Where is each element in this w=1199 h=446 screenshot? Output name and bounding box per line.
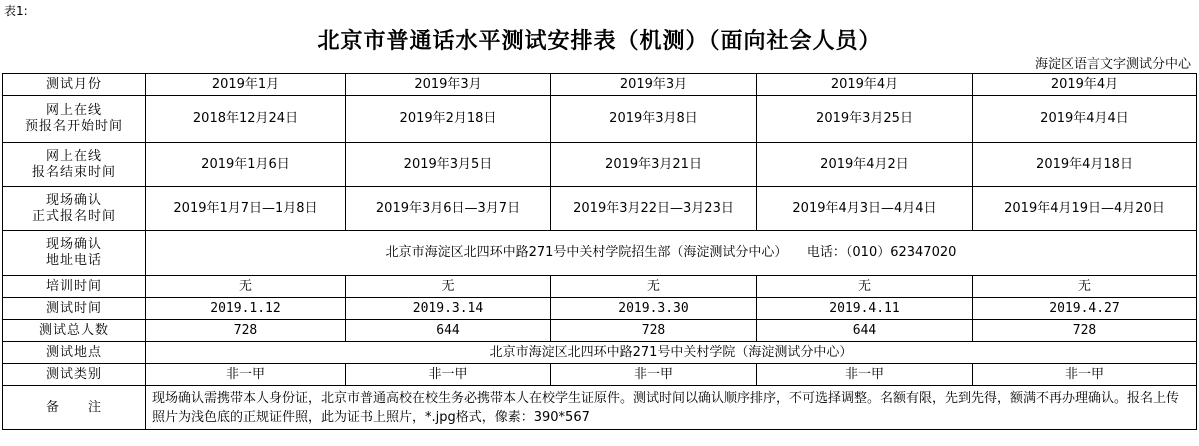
cell-online-start-2: 2019年2月18日 <box>346 96 551 143</box>
cell-test-date-1: 2019.1.12 <box>146 298 346 320</box>
cell-category-2: 非一甲 <box>346 364 551 386</box>
row-label-onsite-confirm <box>3 187 146 231</box>
table-row-month <box>3 74 1197 96</box>
cell-category-3: 非一甲 <box>551 364 757 386</box>
organization-name: 海淀区语言文字测试分中心 <box>1034 57 1191 72</box>
cell-month-5: 2019年4月 <box>973 74 1197 96</box>
cell-month-1: 2019年1月 <box>146 74 346 96</box>
cell-test-date-5: 2019.4.27 <box>973 298 1197 320</box>
cell-category-4: 非一甲 <box>757 364 973 386</box>
row-label-online-start-line2: 预报名开始时间 <box>24 119 123 134</box>
cell-online-end-2: 2019年3月5日 <box>346 143 551 187</box>
row-label-address <box>3 231 146 276</box>
cell-training-1: 无 <box>146 276 346 298</box>
cell-training-3: 无 <box>551 276 757 298</box>
cell-remarks: 现场确认需携带本人身份证，北京市普通高校在校生务必携带本人在校学生证原件。测试时间以确认顺序排序，不可选择调整。名额有限，先到先得，额满不再办理确认。报名上传照片为浅色底的正规证件照，此为证书上照片，*.jpg格式，像素：390*567 <box>146 386 1197 430</box>
cell-test-date-2: 2019.3.14 <box>346 298 551 320</box>
cell-location: 北京市海淀区北四环中路271号中关村学院（海淀测试分中心） <box>146 342 1197 364</box>
row-label-total: 测试总人数 <box>3 320 146 342</box>
table-caption: 表1: <box>4 4 28 18</box>
cell-category-1: 非一甲 <box>146 364 346 386</box>
row-label-test-date: 测试时间 <box>3 298 146 320</box>
cell-online-end-4: 2019年4月2日 <box>757 143 973 187</box>
row-label-address-line1: 现场确认 <box>45 237 102 252</box>
cell-training-5: 无 <box>973 276 1197 298</box>
table-row-online-start <box>3 96 1197 143</box>
cell-total-5: 728 <box>973 320 1197 342</box>
table-row-total <box>3 320 1197 342</box>
row-label-address-line2: 地址电话 <box>45 253 102 268</box>
cell-online-start-3: 2019年3月8日 <box>551 96 757 143</box>
cell-total-1: 728 <box>146 320 346 342</box>
row-label-remarks: 备 注 <box>3 386 146 430</box>
row-label-location: 测试地点 <box>3 342 146 364</box>
cell-onsite-confirm-1: 2019年1月7日—1月8日 <box>146 187 346 231</box>
table-row-test-date <box>3 298 1197 320</box>
cell-online-start-4: 2019年3月25日 <box>757 96 973 143</box>
row-label-month: 测试月份 <box>3 74 146 96</box>
row-label-online-start-line1: 网上在线 <box>45 103 102 118</box>
cell-category-5: 非一甲 <box>973 364 1197 386</box>
cell-total-4: 644 <box>757 320 973 342</box>
cell-online-end-3: 2019年3月21日 <box>551 143 757 187</box>
cell-online-end-5: 2019年4月18日 <box>973 143 1197 187</box>
row-label-category: 测试类别 <box>3 364 146 386</box>
cell-month-4: 2019年4月 <box>757 74 973 96</box>
row-label-onsite-confirm-line1: 现场确认 <box>45 192 102 208</box>
cell-total-3: 728 <box>551 320 757 342</box>
table-row-location <box>3 342 1197 364</box>
cell-month-2: 2019年3月 <box>346 74 551 96</box>
cell-test-date-4: 2019.4.11 <box>757 298 973 320</box>
cell-training-2: 无 <box>346 276 551 298</box>
cell-onsite-confirm-3: 2019年3月22日—3月23日 <box>551 187 757 231</box>
row-label-online-start <box>3 96 146 143</box>
cell-online-end-1: 2019年1月6日 <box>146 143 346 187</box>
cell-address-phone: 北京市海淀区北四环中路271号中关村学院招生部（海淀测试分中心） 电话：（010）62347020 <box>146 231 1197 276</box>
row-label-online-end <box>3 143 146 187</box>
row-label-onsite-confirm-line2: 正式报名时间 <box>31 208 116 224</box>
row-label-online-end-line2: 报名结束时间 <box>31 164 116 180</box>
table-row-onsite-confirm <box>3 187 1197 231</box>
table-row-address <box>3 231 1197 276</box>
cell-onsite-confirm-2: 2019年3月6日—3月7日 <box>346 187 551 231</box>
cell-month-3: 2019年3月 <box>551 74 757 96</box>
row-label-training: 培训时间 <box>3 276 146 298</box>
cell-total-2: 644 <box>346 320 551 342</box>
schedule-table <box>2 73 1197 430</box>
table-row-category <box>3 364 1197 386</box>
table-row-remarks <box>3 386 1197 430</box>
cell-training-4: 无 <box>757 276 973 298</box>
cell-online-start-5: 2019年4月4日 <box>973 96 1197 143</box>
cell-test-date-3: 2019.3.30 <box>551 298 757 320</box>
cell-online-start-1: 2018年12月24日 <box>146 96 346 143</box>
cell-onsite-confirm-4: 2019年4月3日—4月4日 <box>757 187 973 231</box>
table-row-online-end <box>3 143 1197 187</box>
cell-onsite-confirm-5: 2019年4月19日—4月20日 <box>973 187 1197 231</box>
row-label-online-end-line1: 网上在线 <box>45 148 102 164</box>
page-title: 北京市普通话水平测试安排表（机测）（面向社会人员） <box>317 28 882 54</box>
table-row-training <box>3 276 1197 298</box>
